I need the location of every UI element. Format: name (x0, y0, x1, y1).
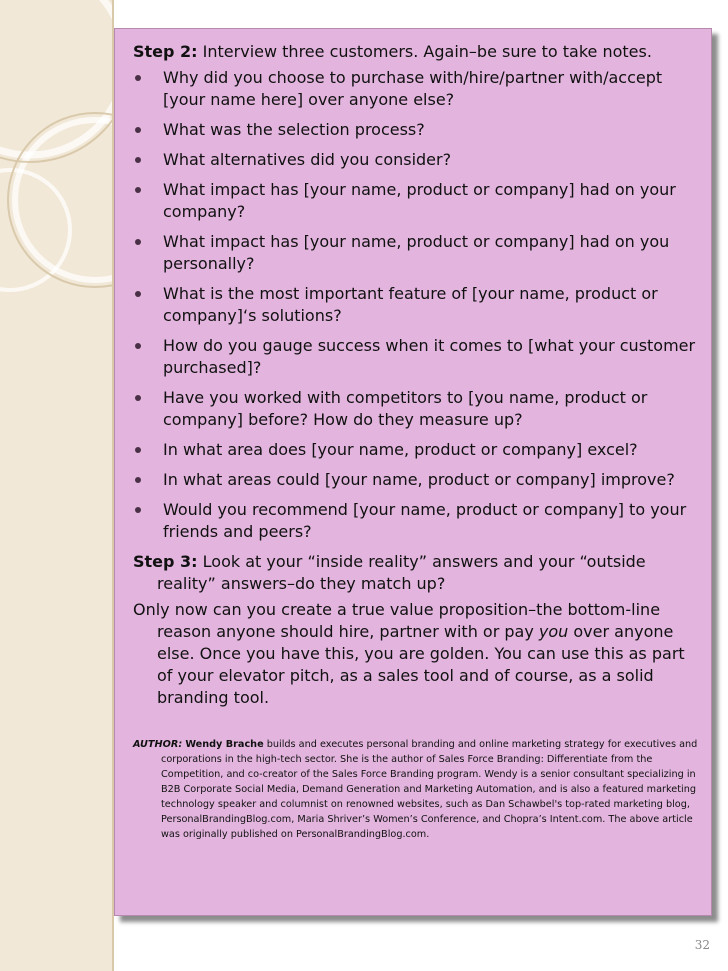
author-bio-text: builds and executes personal branding and online marketing strategy for executives and corporations in the high-tech sector. She is the author of Sales Force Branding: Differentiate from the Competition, and co-creator of the Sales Force Branding program. Wendy is a senior consultant specializing in B2B Corporate Social Media, Demand Generation and Marketing Automation, and is also a featured marketing technology speaker and columnist on renowned websites, such as Dan Schawbel's top-rated marketing blog, PersonalBrandingBlog.com, Maria Shriver’s Women’s Conference, and Chopra’s Intent.com. The above article was originally published on PersonalBrandingBlog.com. (161, 739, 698, 840)
question-text: In what areas could [your name, product or company] improve? (163, 470, 675, 489)
question-list (133, 67, 701, 543)
bullet-icon (135, 395, 141, 401)
question-item (133, 499, 701, 543)
question-item (133, 469, 701, 491)
bullet-icon (135, 75, 141, 81)
author-label: AUTHOR: (133, 739, 183, 750)
bullet-icon (135, 447, 141, 453)
author-name: Wendy Brache (185, 739, 264, 750)
question-item (133, 283, 701, 327)
question-text: What was the selection process? (163, 120, 425, 139)
bullet-icon (135, 157, 141, 163)
page-number: 32 (694, 938, 710, 952)
question-item (133, 119, 701, 141)
question-text: In what area does [your name, product or company] excel? (163, 440, 638, 459)
step-2-paragraph (133, 41, 701, 63)
question-text: What impact has [your name, product or company] had on you personally? (163, 232, 670, 273)
bullet-icon (135, 343, 141, 349)
closing-emphasis: you (538, 622, 569, 641)
step-3-label: Step 3: (133, 552, 198, 571)
question-item (133, 335, 701, 379)
decorative-rings-graphic (0, 0, 112, 971)
question-item (133, 179, 701, 223)
question-item (133, 439, 701, 461)
content-text (133, 41, 701, 842)
bullet-icon (135, 187, 141, 193)
question-text: Would you recommend [your name, product or company] to your friends and peers? (163, 500, 687, 541)
bullet-icon (135, 477, 141, 483)
question-text: What impact has [your name, product or company] had on your company? (163, 180, 676, 221)
question-text: Why did you choose to purchase with/hire/partner with/accept [your name here] over anyone else? (163, 68, 663, 109)
question-text: What is the most important feature of [your name, product or company]‘s solutions? (163, 284, 658, 325)
question-text: What alternatives did you consider? (163, 150, 452, 169)
closing-paragraph (133, 599, 701, 709)
decorative-side-strip (0, 0, 112, 971)
bullet-icon (135, 239, 141, 245)
closing-text-start: Only now can you create a true value proposition–the bottom-line reason anyone should hire, partner with or pay (133, 600, 661, 641)
step-3-text: Look at your “inside reality” answers and your “outside reality” answers–do they match up? (157, 552, 646, 593)
bullet-icon (135, 127, 141, 133)
step-3-paragraph (133, 551, 701, 595)
question-text: Have you worked with competitors to [you name, product or company] before? How do they measure up? (163, 388, 648, 429)
bullet-icon (135, 291, 141, 297)
step-2-text: Interview three customers. Again–be sure to take notes. (197, 42, 652, 61)
question-item (133, 149, 701, 171)
question-item (133, 387, 701, 431)
step-2-label: Step 2: (133, 42, 198, 61)
closing-text-end: over anyone else. Once you have this, you are golden. You can use this as part of your elevator pitch, as a sales tool and of course, as a solid branding tool. (157, 622, 685, 707)
bullet-icon (135, 507, 141, 513)
author-bio (133, 737, 701, 842)
content-panel (114, 28, 712, 916)
question-item (133, 67, 701, 111)
question-item (133, 231, 701, 275)
question-text: How do you gauge success when it comes to [what your customer purchased]? (163, 336, 696, 377)
